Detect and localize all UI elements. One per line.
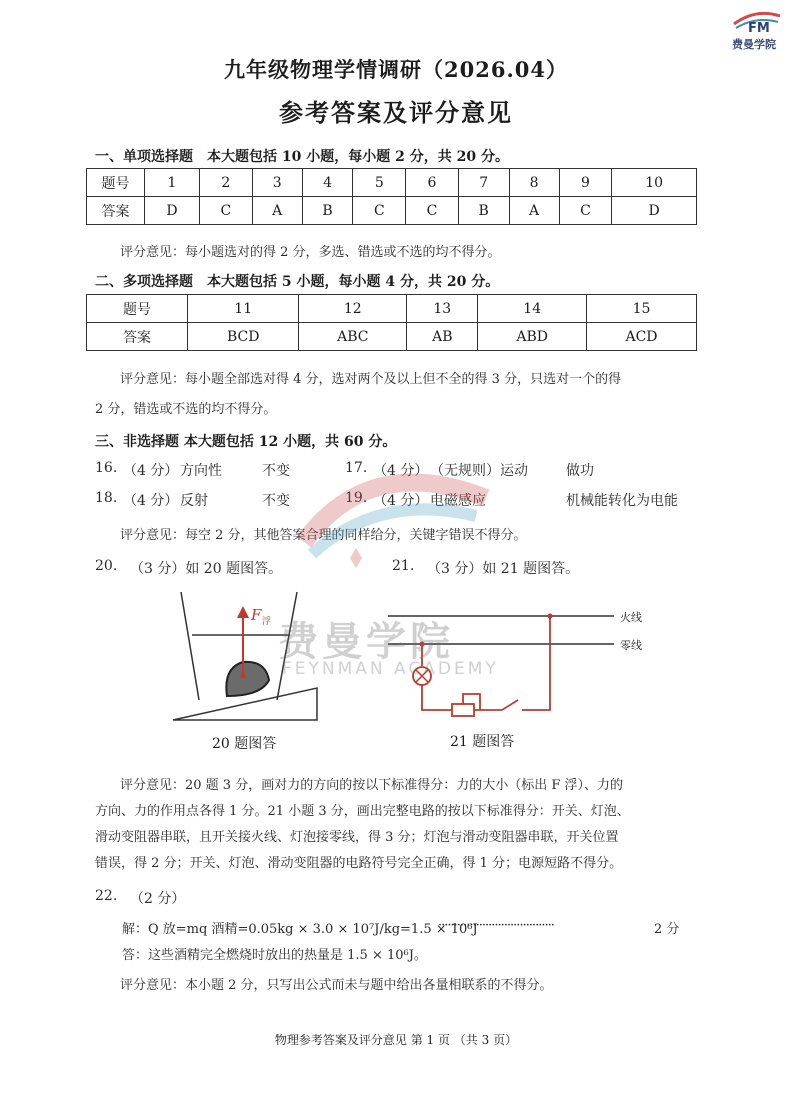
arrow-head-icon [237,606,249,618]
page-title: 九年级物理学情调研（2026.04） [224,57,568,82]
floating-object [226,662,269,696]
q18-answer2: 不变 [262,493,290,509]
watermark-cn: 费曼学院 [278,619,454,665]
q19-score: （4 分） [373,493,429,509]
table-cell: AB [407,323,478,351]
section3-heading: 三、非选择题 本大题包括 12 小题，共 60 分。 [95,434,397,450]
table-cell: 15 [586,295,696,323]
figure-20-caption: 20 题图答 [212,736,277,752]
table-cell: D [612,197,697,225]
q19-answer1: 电磁感应 [430,493,486,509]
row-label: 答案 [87,323,188,351]
table-cell: 3 [252,169,302,197]
table-row [87,197,697,225]
q19-answer2: 机械能转化为电能 [566,493,678,509]
table-cell: 6 [406,169,459,197]
container-left-wall [181,592,199,700]
table-cell: 5 [353,169,406,197]
watermark-logo-icon [290,462,500,582]
section2-table [86,294,697,351]
figure-note-line2: 方向、力的作用点各得 1 分。21 小题 3 分，画出完整电路的按以下标准得分：开关、灯泡、 [95,804,630,819]
q21-text: （3 分）如 21 题图答。 [427,561,580,577]
q17-number: 17. [345,460,368,476]
page-subtitle: 参考答案及评分意见 [279,98,513,127]
table-cell: C [200,197,253,225]
table-row [87,169,697,197]
q20-number: 20. [95,558,118,574]
table-cell: A [509,197,559,225]
table-cell: 12 [299,295,407,323]
rheostat-icon [452,704,474,716]
table-cell: C [559,197,612,225]
figure-21-caption: 21 题图答 [450,734,515,750]
live-wire-label: 火线 [620,611,642,624]
table-cell: B [302,197,353,225]
q18-answer1: 反射 [180,493,208,509]
section2-note-line2: 2 分，错选或不选的均不得分。 [95,402,277,417]
table-row [87,295,697,323]
q22-score: （2 分） [130,891,186,907]
table-cell: BCD [188,323,299,351]
q19-number: 19. [345,490,368,506]
q18-number: 18. [95,490,118,506]
section1-note: 评分意见：每小题选对的得 2 分，多选、错选或不选的均不得分。 [120,245,501,260]
table-cell: D [145,197,200,225]
q16-answer2: 不变 [262,463,290,479]
brand-logo [726,8,788,50]
switch-icon [502,700,518,710]
q16-answer1: 方向性 [180,463,222,479]
figure-note-line1: 评分意见：20 题 3 分，画对力的方向的按以下标准得分：力的大小（标出 F 浮）、力的 [120,778,623,793]
circuit-wire [522,616,550,710]
logo-text: 费曼学院 [732,38,776,51]
q16-score: （4 分） [123,463,179,479]
section1-heading: 一、单项选择题 本大题包括 10 小题，每小题 2 分，共 20 分。 [95,149,509,165]
q21-number: 21. [392,558,415,574]
table-cell: ACD [586,323,696,351]
neutral-wire-label: 零线 [620,639,642,652]
table-cell: 1 [145,169,200,197]
table-cell: A [252,197,302,225]
circuit-wire [422,685,452,710]
q22-answer: 答：这些酒精完全燃烧时放出的热量是 1.5 × 10⁶J。 [122,948,427,963]
figure-note-line4: 错误，得 2 分；开关、灯泡、滑动变阻器的电路符号完全正确，得 1 分；电源短路不得分。 [95,856,623,871]
table-cell: 8 [509,169,559,197]
section1-table [86,168,697,225]
q20-text: （3 分）如 20 题图答。 [130,561,283,577]
table-cell: 10 [612,169,697,197]
rheostat-slider [463,694,480,710]
section2-heading: 二、多项选择题 本大题包括 5 小题，每小题 4 分，共 20 分。 [95,274,500,290]
row-label: 题号 [87,169,145,197]
page-footer: 物理参考答案及评分意见 第 1 页 （共 3 页） [274,1033,518,1047]
fm-logo-icon [726,8,788,38]
table-cell: 13 [407,295,478,323]
fill-blank-note: 评分意见：每空 2 分，其他答案合理的同样给分，关键字错误不得分。 [120,528,527,543]
q22-points: 2 分 [654,922,680,937]
table-cell: 11 [188,295,299,323]
table-cell: 7 [458,169,509,197]
q17-answer1: （无规则）运动 [430,463,528,479]
q18-score: （4 分） [123,493,179,509]
row-label: 答案 [87,197,145,225]
q22-solution: 解：Q 放=mq 酒精=0.05kg × 3.0 × 10⁷J/kg=1.5 × 10⁶J [122,922,478,937]
table-cell: ABC [299,323,407,351]
section2-note-line1: 评分意见：每小题全部选对得 4 分，选对两个及以上但不全的得 3 分，只选对一个的得 [120,372,622,387]
watermark-en: FEYNMAN ACADEMY [282,659,499,679]
table-cell: 2 [200,169,253,197]
q17-score: （4 分） [373,463,429,479]
q17-answer2: 做功 [566,463,594,479]
q22-leader-dots: ····································· [438,918,554,933]
table-cell: B [458,197,509,225]
row-label: 题号 [87,295,188,323]
table-cell: 9 [559,169,612,197]
figure-note-line3: 滑动变阻器串联，且开关接火线、灯泡接零线，得 3 分；灯泡与滑动变阻器串联，开关位置 [95,830,619,845]
table-row [87,323,697,351]
svg-text:FM: FM [748,21,770,36]
q16-number: 16. [95,460,118,476]
table-cell: C [353,197,406,225]
q22-note: 评分意见：本小题 2 分，只写出公式而未与题中给出各量相联系的不得分。 [120,978,553,993]
table-cell: C [406,197,459,225]
table-cell: 14 [478,295,587,323]
table-cell: ABD [478,323,587,351]
force-label: F [251,606,262,624]
table-cell: 4 [302,169,353,197]
force-label-sub: 浮 [262,617,272,627]
q22-number: 22. [95,888,118,904]
